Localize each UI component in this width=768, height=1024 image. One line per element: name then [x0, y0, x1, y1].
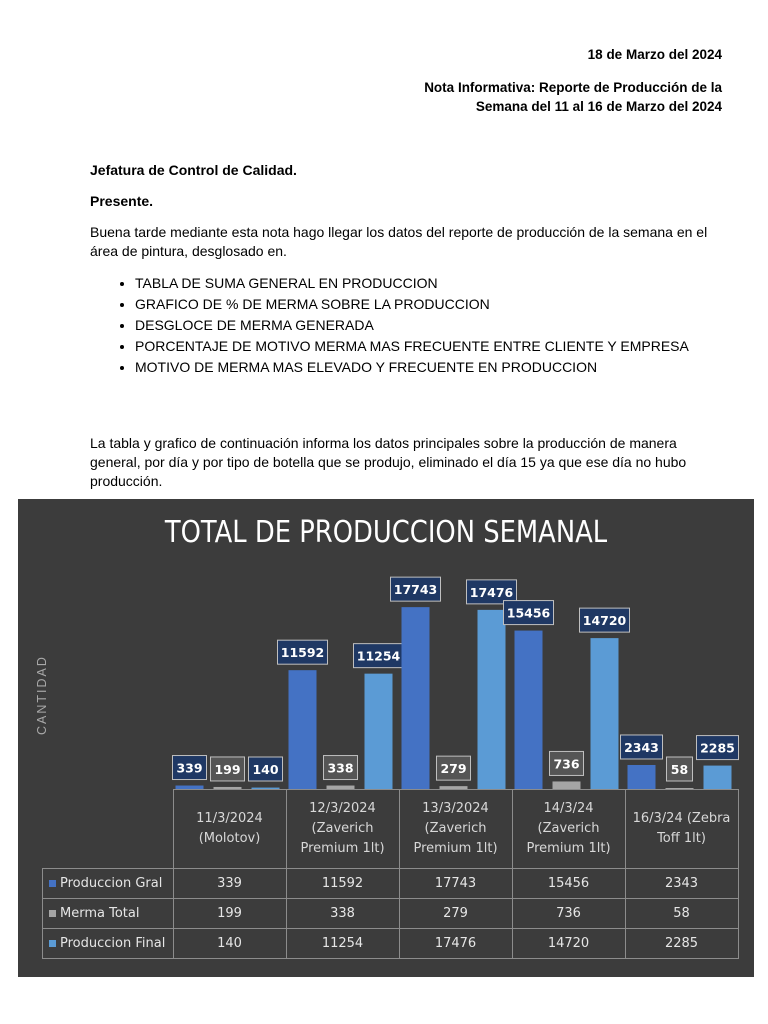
data-label: 736 [553, 756, 580, 772]
list-item: • DESGLOCE DE MERMA GENERADA [135, 316, 755, 334]
bar-produccion-final [365, 674, 393, 789]
table-cell: 2343 [625, 869, 738, 899]
data-label: 2285 [700, 740, 735, 756]
series-name: Produccion Gral [43, 869, 174, 899]
bullet-list [90, 274, 755, 379]
category-label-line: (Molotov) [198, 831, 261, 846]
data-label: 2343 [624, 739, 659, 755]
table-cell: 279 [399, 899, 512, 929]
recipient: Jefatura de Control de Calidad. [90, 162, 297, 178]
bar-produccion-final [478, 610, 506, 789]
bar-produccion-gral [402, 607, 430, 789]
data-label: 279 [440, 761, 467, 777]
table-cell: 17476 [399, 929, 512, 959]
series-name: Merma Total [43, 899, 174, 929]
category-header [512, 790, 625, 869]
category-label-line: (Zaverich [424, 821, 487, 836]
category-label-line: 13/3/2024 [422, 801, 489, 816]
bar-merma-total [553, 781, 581, 789]
legend-swatch [49, 880, 56, 887]
letter-date: 18 de Marzo del 2024 [587, 47, 722, 62]
chart-title: TOTAL DE PRODUCCION SEMANAL [164, 515, 608, 550]
category-header [286, 790, 399, 869]
table-cell: 11254 [286, 929, 399, 959]
bar-produccion-final [704, 766, 732, 789]
data-table [42, 789, 739, 959]
category-header [399, 790, 512, 869]
letter-subject [424, 78, 722, 116]
table-cell: 2285 [625, 929, 738, 959]
category-label-line: 11/3/2024 [196, 811, 263, 826]
table-cell: 140 [173, 929, 286, 959]
table-cell: 736 [512, 899, 625, 929]
data-label: 17743 [393, 582, 438, 598]
data-label: 11592 [280, 645, 325, 661]
intro-paragraph: Buena tarde mediante esta nota hago llegar los datos del reporte de producción de la semana en el área de pintura, desglosado en. [90, 224, 708, 259]
table-cell: 58 [625, 899, 738, 929]
list-item: • MOTIVO DE MERMA MAS ELEVADO Y FRECUENTE EN PRODUCCION [135, 358, 755, 376]
category-label-line: 12/3/2024 [309, 801, 376, 816]
table-cell: 15456 [512, 869, 625, 899]
y-axis-label: CANTIDAD [35, 655, 49, 735]
data-label: 14720 [582, 613, 627, 629]
production-chart [18, 499, 754, 977]
data-label: 199 [214, 761, 241, 777]
table-cell: 339 [173, 869, 286, 899]
table-cell: 11592 [286, 869, 399, 899]
legend-swatch [49, 910, 56, 917]
bar-produccion-final [591, 638, 619, 789]
list-item: • TABLA DE SUMA GENERAL EN PRODUCCION [135, 274, 755, 292]
list-item: • PORCENTAJE DE MOTIVO MERMA MAS FRECUENTE ENTRE CLIENTE Y EMPRESA [135, 337, 755, 355]
subject-line-2: Semana del 11 al 16 de Marzo del 2024 [475, 99, 722, 114]
series-name: Produccion Final [43, 929, 174, 959]
subject-line-1: Nota Informativa: Reporte de Producción de la [424, 80, 722, 95]
bar-produccion-gral [628, 765, 656, 789]
category-label-line: Toff 1lt) [657, 831, 706, 846]
legend-swatch [49, 940, 56, 947]
data-label: 140 [252, 762, 279, 777]
table-row [43, 869, 739, 899]
closing-paragraph: La tabla y grafico de continuación informa los datos principales sobre la producción de manera general, por día y por tipo de botella que se produjo, eliminado el día 15 ya que ese día no hubo producción. [90, 435, 687, 489]
category-label-line: Premium 1lt) [526, 841, 611, 856]
category-label-line: 14/3/24 [543, 801, 594, 816]
list-item: • GRAFICO DE % DE MERMA SOBRE LA PRODUCCION [135, 295, 755, 313]
category-header [173, 790, 286, 869]
table-cell: 14720 [512, 929, 625, 959]
data-label: 11254 [356, 648, 401, 664]
greeting: Presente. [90, 193, 154, 209]
table-row [43, 899, 739, 929]
data-label: 339 [176, 760, 203, 776]
table-cell: 338 [286, 899, 399, 929]
data-label: 338 [327, 760, 354, 776]
data-label: 17476 [469, 584, 514, 600]
table-cell: 17743 [399, 869, 512, 899]
table-row [43, 929, 739, 959]
category-label-line: Premium 1lt) [413, 841, 498, 856]
data-label: 15456 [506, 605, 551, 621]
category-label-line: Premium 1lt) [300, 841, 385, 856]
bar-produccion-gral [289, 670, 317, 789]
table-cell: 199 [173, 899, 286, 929]
bar-produccion-gral [515, 631, 543, 789]
category-label-line: 16/3/24 (Zebra [632, 811, 731, 826]
category-label-line: (Zaverich [311, 821, 374, 836]
data-label: 58 [670, 762, 689, 777]
category-header [625, 790, 738, 869]
category-label-line: (Zaverich [537, 821, 600, 836]
